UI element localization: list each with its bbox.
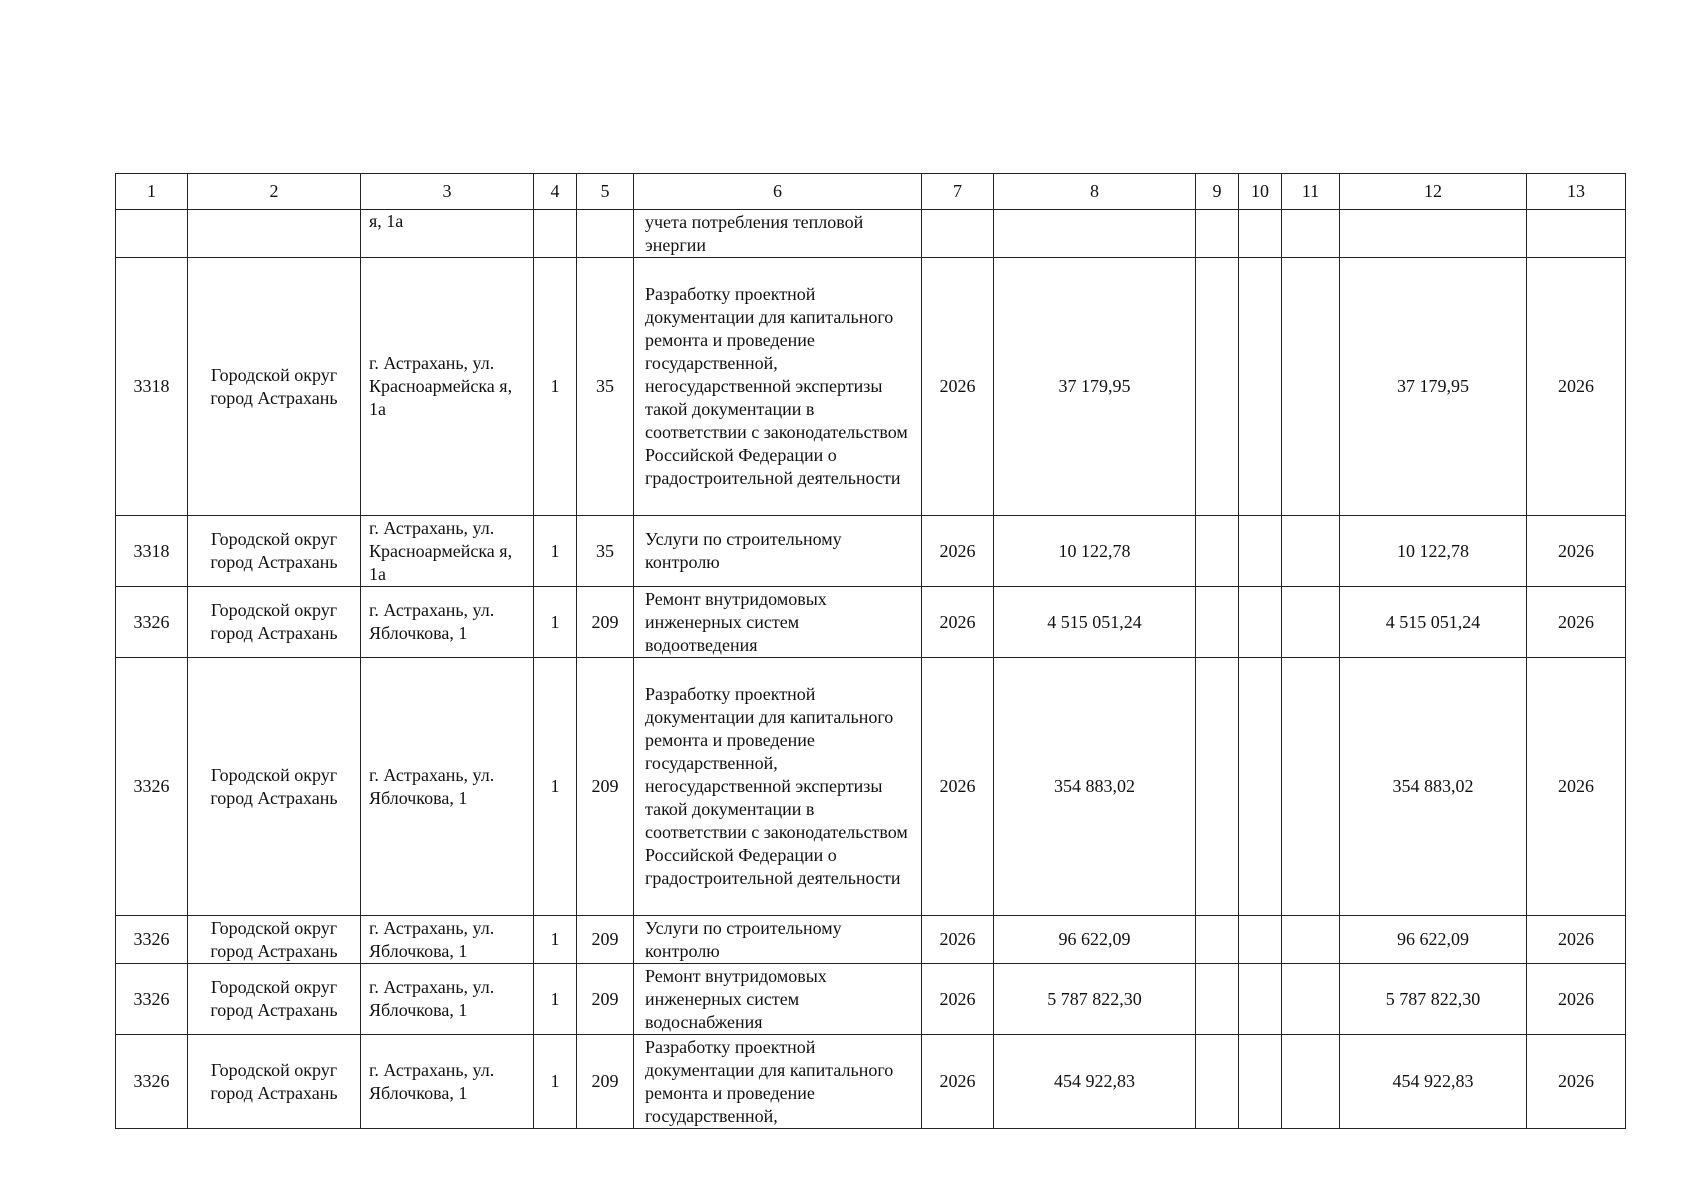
address: г. Астрахань, ул. Яблочкова, 1 bbox=[361, 587, 534, 658]
col-11 bbox=[1282, 258, 1340, 516]
completion-year: 2026 bbox=[1527, 916, 1626, 964]
address: я, 1а bbox=[361, 210, 534, 258]
table-row bbox=[116, 210, 1626, 258]
col-4 bbox=[534, 210, 577, 258]
column-number-row bbox=[116, 174, 1626, 210]
col-10 bbox=[1239, 1035, 1282, 1129]
total-cost: 10 122,78 bbox=[994, 516, 1196, 587]
column-number: 13 bbox=[1527, 174, 1626, 210]
col-4: 1 bbox=[534, 916, 577, 964]
cost-amount: 5 787 822,30 bbox=[1340, 964, 1527, 1035]
cost-amount: 454 922,83 bbox=[1340, 1035, 1527, 1129]
col-9 bbox=[1196, 258, 1239, 516]
cost-amount bbox=[1340, 210, 1527, 258]
total-cost bbox=[994, 210, 1196, 258]
column-number: 11 bbox=[1282, 174, 1340, 210]
col-4: 1 bbox=[534, 516, 577, 587]
col-9 bbox=[1196, 210, 1239, 258]
total-cost: 354 883,02 bbox=[994, 658, 1196, 916]
column-number: 1 bbox=[116, 174, 188, 210]
col-11 bbox=[1282, 658, 1340, 916]
total-cost: 37 179,95 bbox=[994, 258, 1196, 516]
year: 2026 bbox=[922, 964, 994, 1035]
col-11 bbox=[1282, 210, 1340, 258]
municipality: Городской округ город Астрахань bbox=[188, 1035, 361, 1129]
col-10 bbox=[1239, 516, 1282, 587]
year: 2026 bbox=[922, 916, 994, 964]
work-type: Разработку проектной документации для капитального ремонта и проведение государственной, bbox=[634, 1035, 922, 1129]
column-number: 3 bbox=[361, 174, 534, 210]
col-9 bbox=[1196, 587, 1239, 658]
row-number bbox=[116, 210, 188, 258]
column-number: 12 bbox=[1340, 174, 1527, 210]
municipality: Городской округ город Астрахань bbox=[188, 258, 361, 516]
col-11 bbox=[1282, 587, 1340, 658]
work-type: учета потребления тепловой энергии bbox=[634, 210, 922, 258]
col-10 bbox=[1239, 916, 1282, 964]
col-5: 209 bbox=[577, 916, 634, 964]
completion-year: 2026 bbox=[1527, 658, 1626, 916]
cost-amount: 354 883,02 bbox=[1340, 658, 1527, 916]
total-cost: 4 515 051,24 bbox=[994, 587, 1196, 658]
col-11 bbox=[1282, 516, 1340, 587]
table-row bbox=[116, 916, 1626, 964]
column-number: 5 bbox=[577, 174, 634, 210]
col-10 bbox=[1239, 258, 1282, 516]
address: г. Астрахань, ул. Красноармейска я, 1а bbox=[361, 516, 534, 587]
work-type: Услуги по строительному контролю bbox=[634, 516, 922, 587]
work-type: Ремонт внутридомовых инженерных систем водоснабжения bbox=[634, 964, 922, 1035]
completion-year: 2026 bbox=[1527, 1035, 1626, 1129]
table-row bbox=[116, 258, 1626, 516]
col-10 bbox=[1239, 210, 1282, 258]
table-row bbox=[116, 964, 1626, 1035]
col-5: 209 bbox=[577, 658, 634, 916]
municipality: Городской округ город Астрахань bbox=[188, 516, 361, 587]
col-4: 1 bbox=[534, 1035, 577, 1129]
row-number: 3318 bbox=[116, 258, 188, 516]
col-9 bbox=[1196, 964, 1239, 1035]
col-5: 209 bbox=[577, 964, 634, 1035]
col-5: 35 bbox=[577, 516, 634, 587]
col-4: 1 bbox=[534, 658, 577, 916]
total-cost: 5 787 822,30 bbox=[994, 964, 1196, 1035]
col-4: 1 bbox=[534, 587, 577, 658]
col-9 bbox=[1196, 658, 1239, 916]
repair-works-table bbox=[115, 173, 1626, 1129]
column-number: 9 bbox=[1196, 174, 1239, 210]
row-number: 3326 bbox=[116, 1035, 188, 1129]
municipality: Городской округ город Астрахань bbox=[188, 587, 361, 658]
table-row bbox=[116, 658, 1626, 916]
year: 2026 bbox=[922, 258, 994, 516]
municipality: Городской округ город Астрахань bbox=[188, 916, 361, 964]
row-number: 3326 bbox=[116, 587, 188, 658]
municipality: Городской округ город Астрахань bbox=[188, 964, 361, 1035]
cost-amount: 96 622,09 bbox=[1340, 916, 1527, 964]
address: г. Астрахань, ул. Красноармейска я, 1а bbox=[361, 258, 534, 516]
year: 2026 bbox=[922, 658, 994, 916]
row-number: 3326 bbox=[116, 964, 188, 1035]
year: 2026 bbox=[922, 1035, 994, 1129]
completion-year: 2026 bbox=[1527, 964, 1626, 1035]
col-11 bbox=[1282, 1035, 1340, 1129]
address: г. Астрахань, ул. Яблочкова, 1 bbox=[361, 1035, 534, 1129]
year bbox=[922, 210, 994, 258]
total-cost: 454 922,83 bbox=[994, 1035, 1196, 1129]
cost-amount: 37 179,95 bbox=[1340, 258, 1527, 516]
completion-year: 2026 bbox=[1527, 258, 1626, 516]
row-number: 3326 bbox=[116, 658, 188, 916]
column-number: 10 bbox=[1239, 174, 1282, 210]
column-number: 4 bbox=[534, 174, 577, 210]
cost-amount: 10 122,78 bbox=[1340, 516, 1527, 587]
municipality bbox=[188, 210, 361, 258]
table-row bbox=[116, 587, 1626, 658]
address: г. Астрахань, ул. Яблочкова, 1 bbox=[361, 916, 534, 964]
col-4: 1 bbox=[534, 964, 577, 1035]
address: г. Астрахань, ул. Яблочкова, 1 bbox=[361, 964, 534, 1035]
completion-year: 2026 bbox=[1527, 516, 1626, 587]
row-number: 3326 bbox=[116, 916, 188, 964]
col-11 bbox=[1282, 916, 1340, 964]
col-5: 209 bbox=[577, 587, 634, 658]
work-type: Услуги по строительному контролю bbox=[634, 916, 922, 964]
col-11 bbox=[1282, 964, 1340, 1035]
completion-year bbox=[1527, 210, 1626, 258]
column-number: 6 bbox=[634, 174, 922, 210]
col-5 bbox=[577, 210, 634, 258]
col-9 bbox=[1196, 516, 1239, 587]
column-number: 7 bbox=[922, 174, 994, 210]
col-4: 1 bbox=[534, 258, 577, 516]
municipality: Городской округ город Астрахань bbox=[188, 658, 361, 916]
col-10 bbox=[1239, 964, 1282, 1035]
table-row bbox=[116, 516, 1626, 587]
col-9 bbox=[1196, 916, 1239, 964]
column-number: 8 bbox=[994, 174, 1196, 210]
cost-amount: 4 515 051,24 bbox=[1340, 587, 1527, 658]
col-10 bbox=[1239, 587, 1282, 658]
work-type: Разработку проектной документации для капитального ремонта и проведение государственной, негосударственной экспертизы такой документации в соответствии с законодательством Российской Федерации о градостроительной деятельности bbox=[634, 658, 922, 916]
col-9 bbox=[1196, 1035, 1239, 1129]
work-type: Разработку проектной документации для капитального ремонта и проведение государственной, негосударственной экспертизы такой документации в соответствии с законодательством Российской Федерации о градостроительной деятельности bbox=[634, 258, 922, 516]
total-cost: 96 622,09 bbox=[994, 916, 1196, 964]
year: 2026 bbox=[922, 516, 994, 587]
row-number: 3318 bbox=[116, 516, 188, 587]
col-10 bbox=[1239, 658, 1282, 916]
col-5: 209 bbox=[577, 1035, 634, 1129]
address: г. Астрахань, ул. Яблочкова, 1 bbox=[361, 658, 534, 916]
completion-year: 2026 bbox=[1527, 587, 1626, 658]
col-5: 35 bbox=[577, 258, 634, 516]
column-number: 2 bbox=[188, 174, 361, 210]
work-type: Ремонт внутридомовых инженерных систем водоотведения bbox=[634, 587, 922, 658]
table-row bbox=[116, 1035, 1626, 1129]
year: 2026 bbox=[922, 587, 994, 658]
